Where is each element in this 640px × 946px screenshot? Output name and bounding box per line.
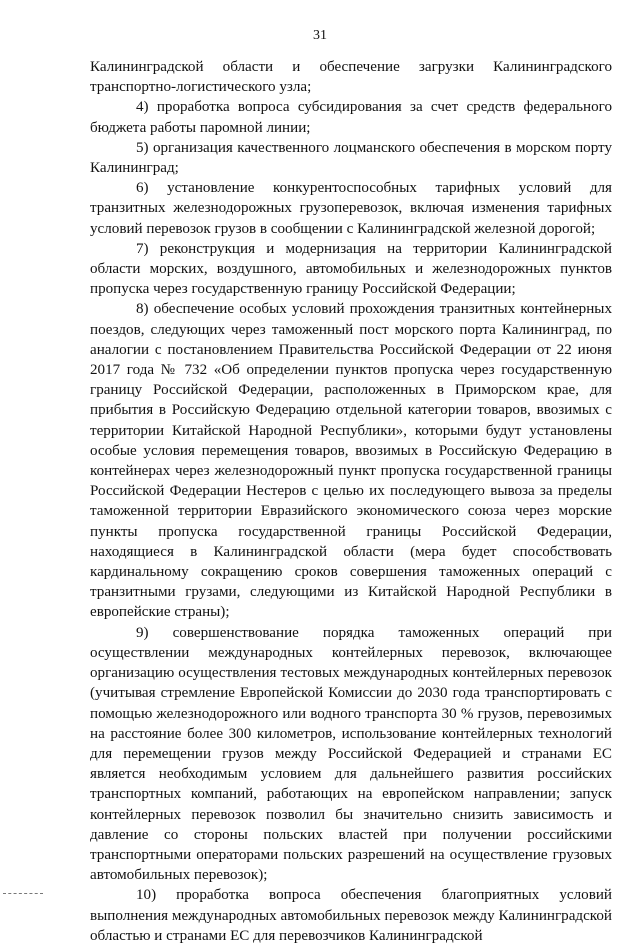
paragraph-item-9: 9) совершенствование порядка таможенных операций при осуществлении международных контейлерных перевозок, включающее организацию осуществления тестовых международных контейлерных перевозок (учитывая стремление Европейской Комиссии до 2030 года транспортировать с помощью железнодорожного или водного транспорта 30 % грузов, перевозимых на расстояние более 300 километров, использование контейлерных технологий для перемещении грузов между Российской Федерацией и странами ЕС является необходимым условием для дальнейшего развития российских транспортных компаний, работающих на европейском направлении; запуск контейлерных перевозок позволил бы значительно снизить зависимость и давление со стороны польских властей при получении российскими транспортными операторами польских разрешений на осуществление грузовых автомобильных перевозок); (90, 624, 612, 884)
paragraph-item-6: 6) установление конкурентоспособных тарифных условий для транзитных железнодорожных грузоперевозок, включая изменения тарифных условий перевозок грузов в сообщении с Калининградской железной дорогой; (90, 180, 612, 237)
paragraph-item-8: 8) обеспечение особых условий прохождения транзитных контейнерных поездов, следующих через таможенный пост морского порта Калининград, по аналогии с постановлением Правительства Российской Федерации от 22 июня 2017 года № 732 «Об определении пунктов пропуска через государственную границу Российской Федерации, расположенных в Приморском крае, для прибытия в Российскую Федерацию отдельной категории товаров, ввозимых с территории Китайской Народной Республики», которыми будут установлены особые условия перемещения товаров, ввозимых в Российскую Федерацию в контейнерах через железнодорожный пункт пропуска государственной границы Российской Федерации Нестеров с целью их последующего вывоза за пределы таможенной территории Евразийского экономического союза через морские пункты пропуска государственной границы Российской Федерации, находящиеся в Калининградской области (мера будет способствовать кардинальному сокращению сроков совершения таможенных операций с транзитными грузами, следующими из Китайской Народной Республики в европейские страны); (90, 301, 612, 621)
paragraph-continuation: Калининградской области и обеспечение загрузки Калининградского транспортно-логистического узла; (90, 59, 612, 96)
paragraph-item-4: 4) проработка вопроса субсидирования за счет средств федерального бюджета работы паромной линии; (90, 99, 612, 136)
paragraph-item-5: 5) организация качественного лоцманского обеспечения в морском порту Калининград; (90, 139, 612, 177)
scan-edge-mark (3, 893, 43, 896)
document-body (90, 57, 612, 946)
paragraph-item-10: 10) проработка вопроса обеспечения благоприятных условий выполнения международных автомобильных перевозок между Калининградской областью и странами ЕС для перевозчиков Калининградской (90, 887, 612, 944)
page-number: 31 (313, 28, 327, 43)
paragraph-item-7: 7) реконструкция и модернизация на территории Калининградской области морских, воздушного, автомобильных и железнодорожных пунктов пропуска через государственную границу Российской Федерации; (90, 240, 612, 298)
